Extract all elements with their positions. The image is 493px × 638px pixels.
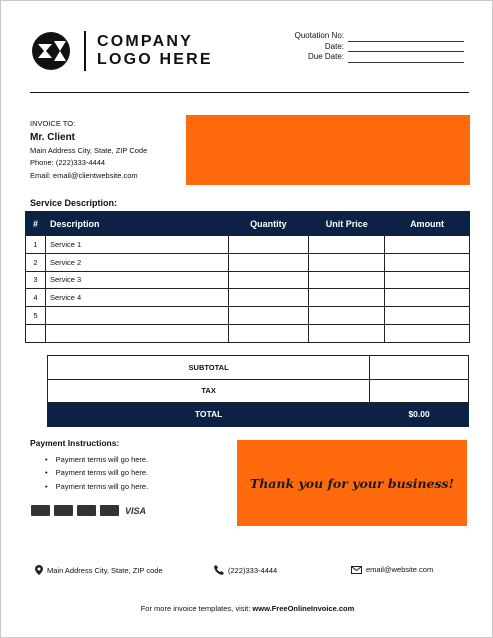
payment-term: • Payment terms will go here. (45, 453, 148, 466)
date-row (254, 42, 464, 53)
invoice-to-block (30, 118, 147, 182)
quotation-no-label: Quotation No: (294, 31, 344, 40)
footer-email-text: email@website.com (366, 565, 434, 574)
row-quantity[interactable] (228, 271, 309, 289)
payment-instructions-title: Payment Instructions: (30, 438, 120, 448)
payment-term: • Payment terms will go here. (45, 480, 148, 493)
company-logo-text (97, 33, 213, 69)
thank-you-text: Thank you for your business! (249, 475, 455, 491)
table-row (26, 253, 470, 271)
row-num (26, 324, 46, 342)
table-row (26, 236, 470, 254)
row-description[interactable] (45, 307, 228, 325)
card-icon (31, 505, 50, 516)
invoice-to-label: INVOICE TO: (30, 119, 76, 128)
header-divider (30, 92, 469, 93)
location-pin-icon (35, 565, 43, 575)
due-date-field[interactable] (348, 55, 464, 63)
client-email: Email: email@clientwebsite.com (30, 170, 138, 180)
thank-you-box (237, 440, 467, 526)
table-row (26, 324, 470, 342)
row-amount[interactable] (385, 307, 470, 325)
footer-phone (214, 565, 277, 575)
due-date-label: Due Date: (307, 52, 344, 61)
table-row (26, 289, 470, 307)
row-num: 1 (26, 236, 46, 254)
footer-address (35, 565, 163, 575)
service-table-header (26, 212, 470, 236)
tax-label: TAX (48, 379, 370, 403)
amex-card-icon (77, 505, 96, 516)
row-amount[interactable] (385, 271, 470, 289)
subtotal-label: SUBTOTAL (48, 356, 370, 380)
orange-banner (186, 115, 470, 185)
row-description[interactable]: Service 2 (45, 253, 228, 271)
row-unit-price[interactable] (309, 253, 385, 271)
table-row (26, 271, 470, 289)
totals-table (47, 355, 469, 427)
client-phone: Phone: (222)333-4444 (30, 158, 106, 167)
client-address: Main Address City, State, ZIP Code (30, 145, 148, 155)
logo-divider (84, 31, 86, 71)
envelope-icon (351, 566, 362, 574)
row-description[interactable]: Service 1 (45, 236, 228, 254)
row-amount[interactable] (385, 289, 470, 307)
row-description[interactable] (45, 324, 228, 342)
col-header-amount: Amount (385, 212, 470, 236)
row-amount[interactable] (385, 324, 470, 342)
row-unit-price[interactable] (309, 271, 385, 289)
service-description-title: Service Description: (30, 198, 118, 208)
col-header-unit-price: Unit Price (309, 212, 385, 236)
row-unit-price[interactable] (309, 307, 385, 325)
row-num: 2 (26, 253, 46, 271)
row-quantity[interactable] (228, 253, 309, 271)
col-header-quantity: Quantity (228, 212, 309, 236)
client-name: Mr. Client (30, 131, 76, 143)
total-row (48, 403, 469, 427)
row-unit-price[interactable] (309, 289, 385, 307)
footer-address-text: Main Address City, State, ZIP code (47, 566, 163, 575)
subtotal-row (48, 356, 469, 380)
paypal-card-icon (54, 505, 73, 516)
phone-icon (214, 565, 224, 575)
subtotal-value[interactable] (370, 356, 469, 380)
row-description[interactable]: Service 3 (45, 271, 228, 289)
date-label: Date: (324, 41, 344, 51)
footer-email (351, 565, 433, 574)
row-quantity[interactable] (228, 289, 309, 307)
payment-cards (31, 505, 146, 516)
col-header-description: Description (45, 212, 228, 236)
date-field[interactable] (348, 44, 464, 52)
payment-terms-list (45, 453, 148, 493)
row-quantity[interactable] (228, 236, 309, 254)
row-unit-price[interactable] (309, 236, 385, 254)
quotation-no-row (254, 31, 464, 42)
footer-note (1, 604, 493, 613)
col-header-num: # (26, 212, 46, 236)
row-quantity[interactable] (228, 324, 309, 342)
row-quantity[interactable] (228, 307, 309, 325)
tax-row (48, 379, 469, 403)
footer-phone-text: (222)333-4444 (228, 566, 278, 575)
quotation-no-field[interactable] (348, 34, 464, 42)
logo-line-2: LOGO HERE (97, 51, 213, 68)
payment-term: • Payment terms will go here. (45, 466, 148, 479)
mastercard-card-icon (100, 505, 119, 516)
visa-card-icon: VISA (125, 505, 147, 516)
row-num: 3 (26, 271, 46, 289)
due-date-row (254, 52, 464, 63)
table-row (26, 307, 470, 325)
company-logo-icon (30, 30, 72, 72)
tax-value[interactable] (370, 379, 469, 403)
service-table (25, 211, 470, 343)
footer-website-link[interactable]: www.FreeOnlineInvoice.com (252, 604, 355, 613)
row-description[interactable]: Service 4 (45, 289, 228, 307)
row-amount[interactable] (385, 236, 470, 254)
footer-note-prefix: For more invoice templates, visit: (140, 604, 253, 613)
row-num: 4 (26, 289, 46, 307)
quotation-meta (254, 31, 464, 63)
total-label: TOTAL (48, 403, 370, 427)
logo-line-1: COMPANY (97, 33, 193, 50)
row-num: 5 (26, 307, 46, 325)
row-amount[interactable] (385, 253, 470, 271)
total-value: $0.00 (370, 403, 469, 427)
row-unit-price[interactable] (309, 324, 385, 342)
